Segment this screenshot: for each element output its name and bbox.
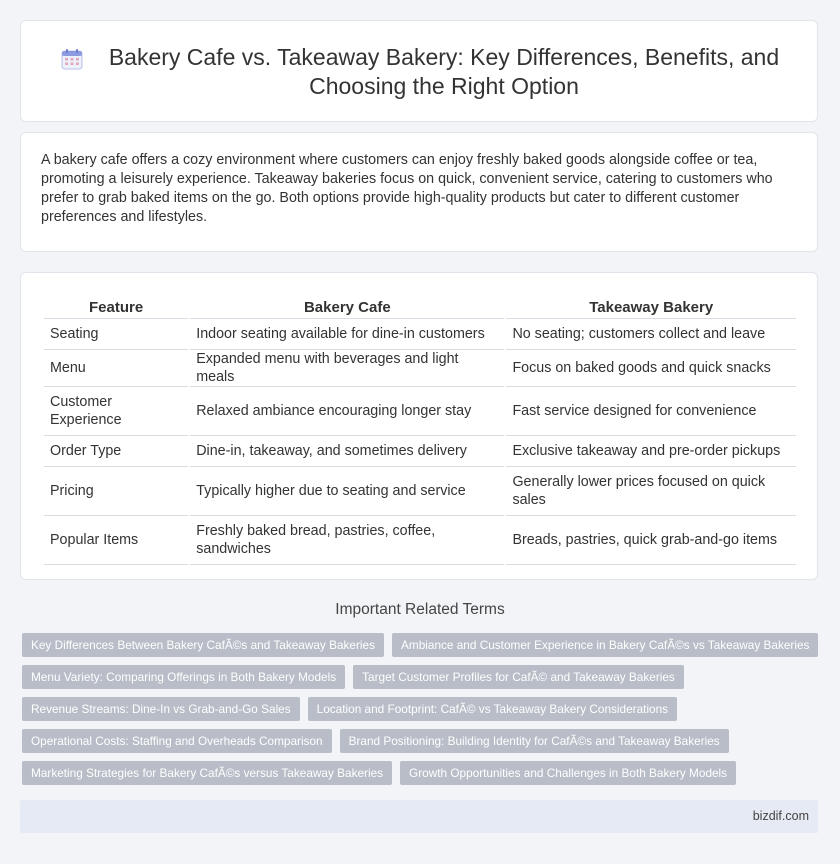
- intro-paragraph: A bakery cafe offers a cozy environment where customers can enjoy freshly baked goods alongside coffee or tea, promoting a leisurely experience. Takeaway bakeries focus on quick, convenient service, catering to customers who prefer to grab baked items on the go. Both options provide high-quality products but cater to different customer preferences and lifestyles.: [41, 152, 773, 225]
- row-feature: Customer Experience: [44, 387, 188, 436]
- related-term-tag[interactable]: Location and Footprint: CafÃ© vs Takeaway Bakery Considerations: [308, 697, 677, 721]
- title-card: [20, 20, 818, 122]
- header-feature: Feature: [44, 295, 188, 319]
- table-row: [44, 516, 796, 565]
- table-row: [44, 467, 796, 516]
- related-term-tag[interactable]: Marketing Strategies for Bakery CafÃ©s versus Takeaway Bakeries: [22, 761, 392, 785]
- related-term-tag[interactable]: Target Customer Profiles for CafÃ© and Takeaway Bakeries: [353, 665, 684, 689]
- row-feature: Popular Items: [44, 516, 188, 565]
- row-bakery-cafe: Indoor seating available for dine-in customers: [190, 319, 504, 350]
- table-row: [44, 350, 796, 387]
- table-row: [44, 436, 796, 467]
- calendar-icon: [61, 48, 83, 70]
- page-title: Bakery Cafe vs. Takeaway Bakery: Key Differences, Benefits, and Choosing the Right Option: [108, 44, 780, 99]
- comparison-table: [42, 295, 798, 565]
- related-term-tag[interactable]: Revenue Streams: Dine-In vs Grab-and-Go Sales: [22, 697, 300, 721]
- header-takeaway-bakery: Takeaway Bakery: [506, 295, 796, 319]
- row-takeaway-bakery: Fast service designed for convenience: [506, 387, 796, 436]
- related-terms-heading: Important Related Terms: [335, 601, 505, 618]
- row-bakery-cafe: Dine-in, takeaway, and sometimes delivery: [190, 436, 504, 467]
- related-term-tag[interactable]: Menu Variety: Comparing Offerings in Both Bakery Models: [22, 665, 345, 689]
- row-takeaway-bakery: Exclusive takeaway and pre-order pickups: [506, 436, 796, 467]
- row-bakery-cafe: Relaxed ambiance encouraging longer stay: [190, 387, 504, 436]
- related-term-tag[interactable]: Brand Positioning: Building Identity for CafÃ©s and Takeaway Bakeries: [340, 729, 729, 753]
- row-bakery-cafe: Typically higher due to seating and service: [190, 467, 504, 516]
- row-feature: Pricing: [44, 467, 188, 516]
- related-term-tag[interactable]: Ambiance and Customer Experience in Bakery CafÃ©s vs Takeaway Bakeries: [392, 633, 818, 657]
- site-name[interactable]: bizdif.com: [752, 809, 809, 823]
- related-term-tag[interactable]: Key Differences Between Bakery CafÃ©s and Takeaway Bakeries: [22, 633, 384, 657]
- row-feature: Seating: [44, 319, 188, 350]
- row-bakery-cafe: Freshly baked bread, pastries, coffee, sandwiches: [190, 516, 504, 565]
- table-header-row: [44, 295, 796, 319]
- table-row: [44, 387, 796, 436]
- row-feature: Order Type: [44, 436, 188, 467]
- row-takeaway-bakery: No seating; customers collect and leave: [506, 319, 796, 350]
- row-takeaway-bakery: Generally lower prices focused on quick sales: [506, 467, 796, 516]
- intro-card: [20, 132, 818, 252]
- row-bakery-cafe: Expanded menu with beverages and light meals: [190, 350, 504, 387]
- table-row: [44, 319, 796, 350]
- related-terms-tags: [22, 633, 822, 793]
- header-bakery-cafe: Bakery Cafe: [190, 295, 504, 319]
- row-takeaway-bakery: Breads, pastries, quick grab-and-go items: [506, 516, 796, 565]
- related-term-tag[interactable]: Growth Opportunities and Challenges in Both Bakery Models: [400, 761, 736, 785]
- row-takeaway-bakery: Focus on baked goods and quick snacks: [506, 350, 796, 387]
- row-feature: Menu: [44, 350, 188, 387]
- footer-bar: [20, 800, 818, 833]
- comparison-card: [20, 272, 818, 580]
- related-term-tag[interactable]: Operational Costs: Staffing and Overheads Comparison: [22, 729, 332, 753]
